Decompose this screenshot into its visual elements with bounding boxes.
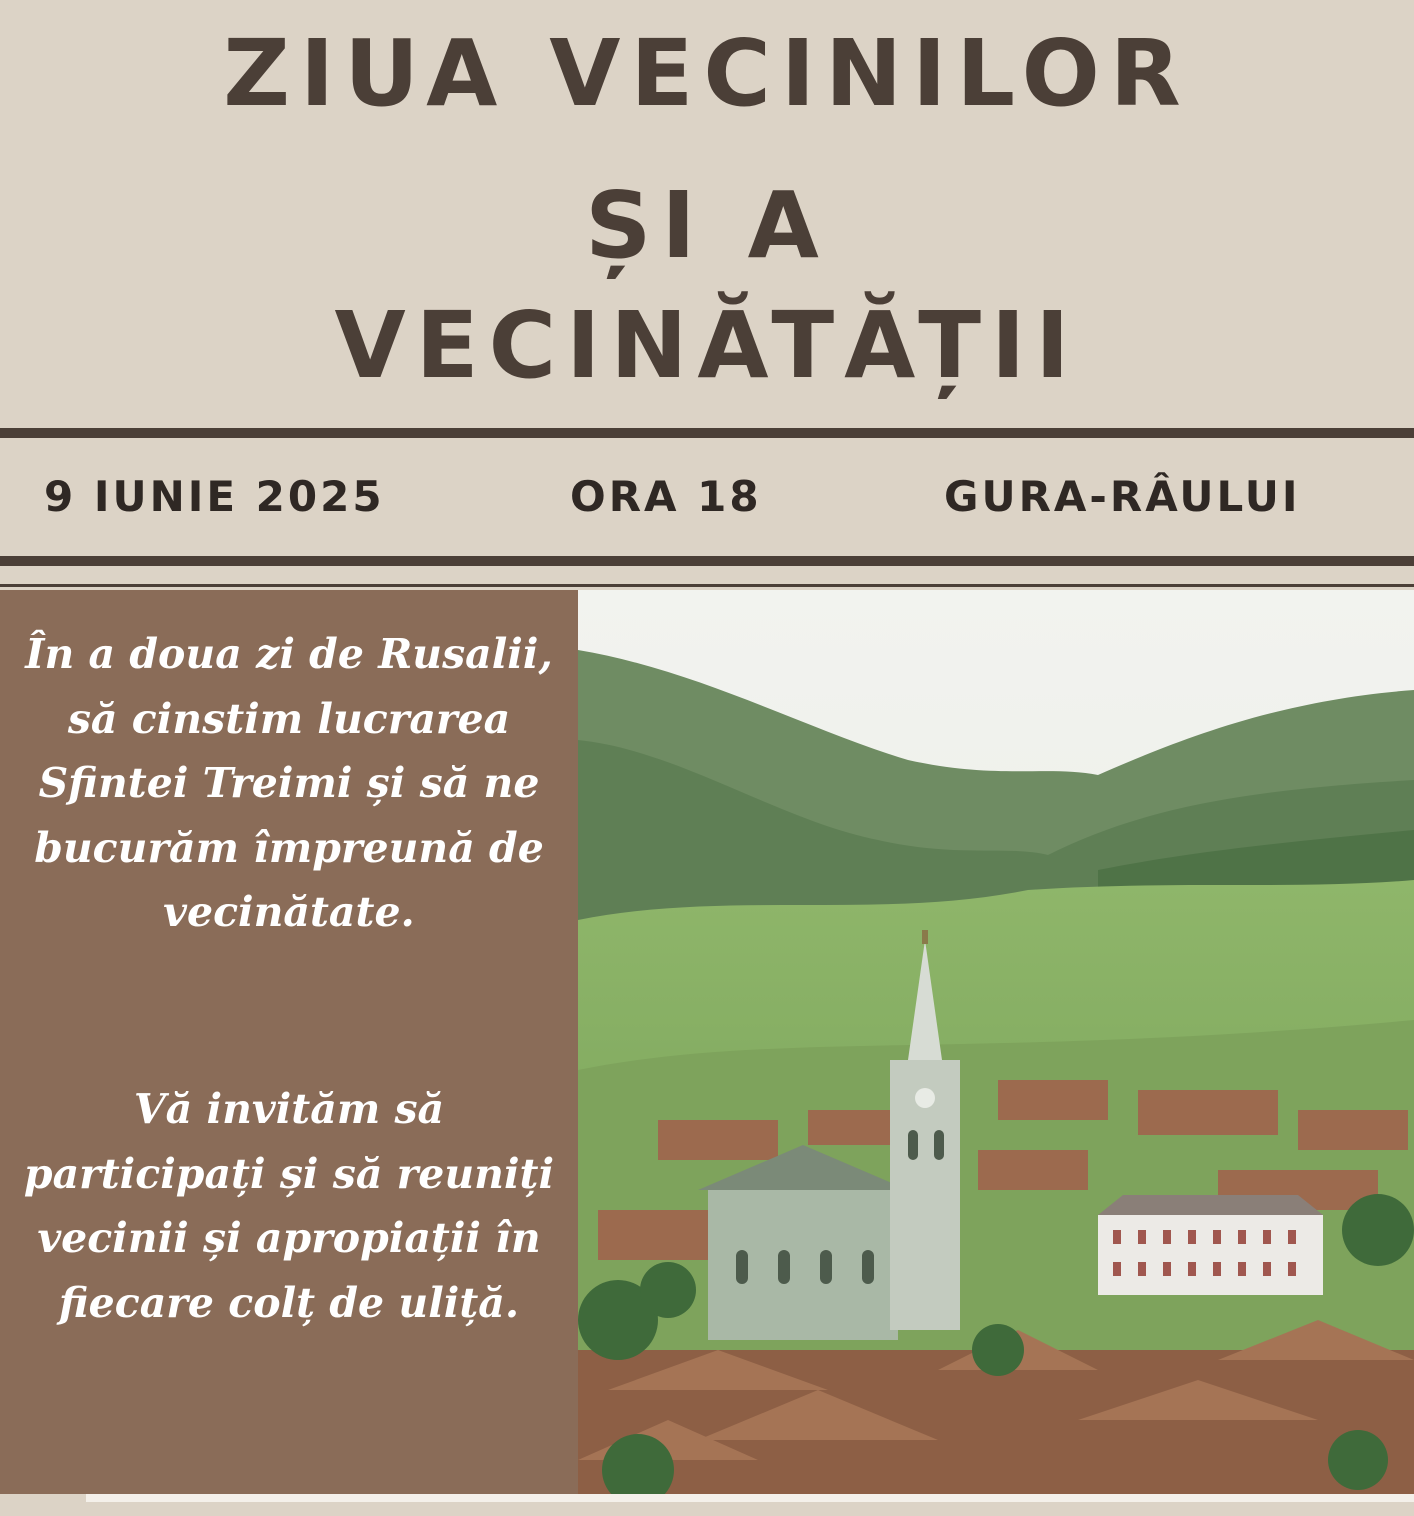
- village-photo: [578, 590, 1414, 1494]
- event-location: GURA-RÂULUI: [944, 472, 1301, 521]
- poster-title-line-1: ZIUA VECINILOR: [223, 20, 1191, 127]
- thin-divider: [0, 584, 1414, 587]
- event-date: 9 IUNIE 2025: [44, 472, 385, 521]
- poster-title-line-3: VECINĂTĂȚII: [334, 292, 1080, 399]
- bottom-divider: [0, 556, 1414, 566]
- poster-title-line-2: ȘI A: [585, 172, 829, 279]
- event-time: ORA 18: [570, 472, 762, 521]
- invitation-paragraph-2: Vă invităm să participați și să reuniți vecinii și apropiații în fiecare colț de uliță.: [23, 1085, 555, 1327]
- invitation-paragraph-1: În a doua zi de Rusalii, să cinstim lucrarea Sfintei Treimi și să ne bucurăm împreună de vecinătate.: [25, 630, 553, 936]
- top-divider: [0, 428, 1414, 438]
- bottom-strip: [86, 1494, 1414, 1502]
